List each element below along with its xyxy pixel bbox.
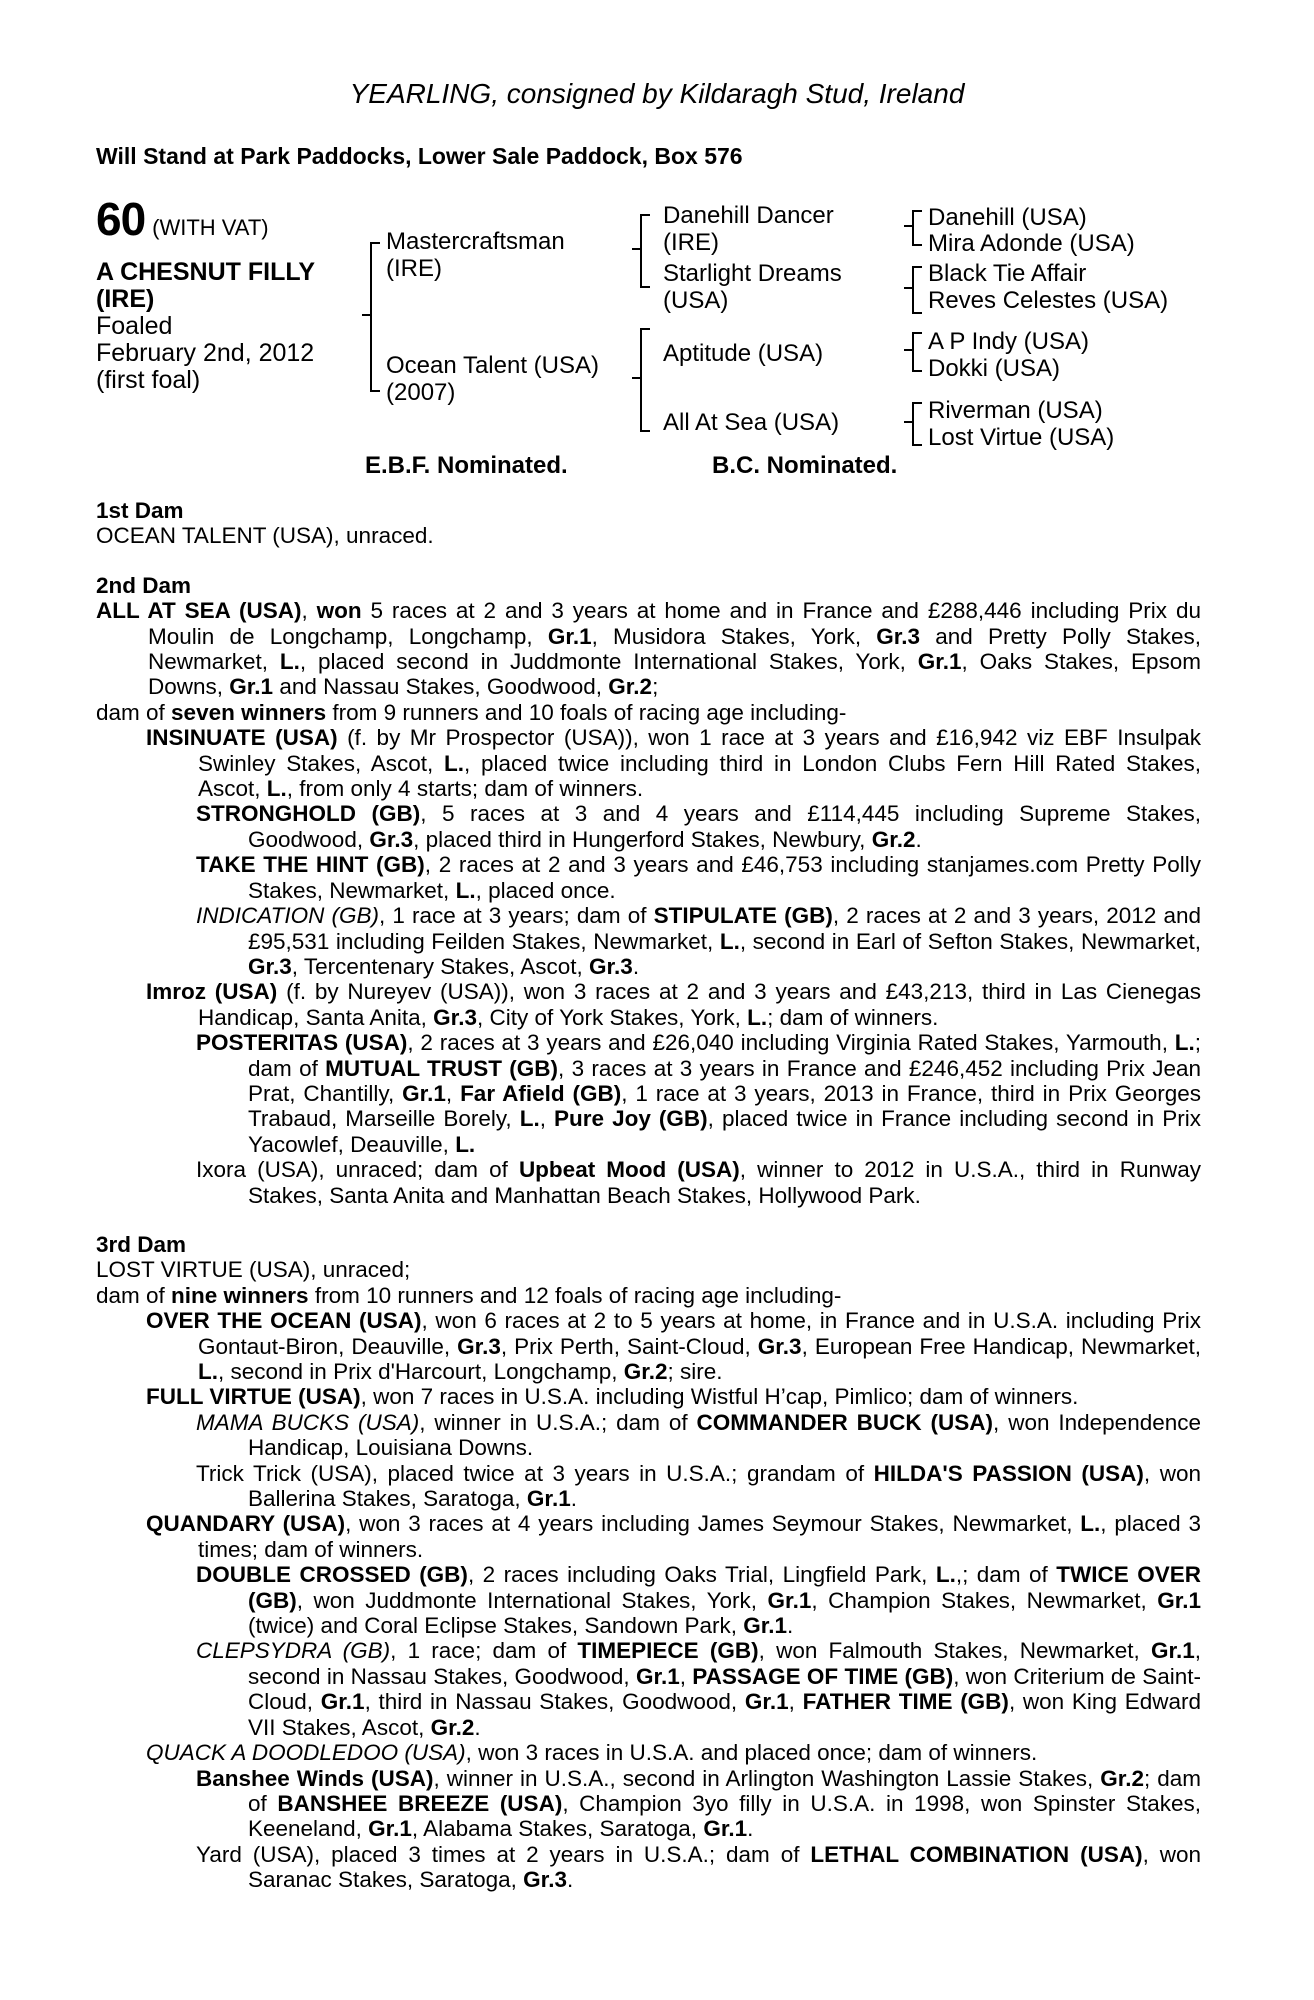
ss-dam: Mira Adonde (USA) [928,230,1135,257]
third-dam-entry: LOST VIRTUE (USA), unraced; [96,1257,411,1283]
first-dam-heading: 1st Dam [96,498,184,523]
second-dam-entry: ALL AT SEA (USA), won 5 races at 2 and 3 years at home and in France and £288,446 including Prix du Moulin de Longchamp, Longchamp, Gr.1, Musidora Stakes, York, Gr.3 and Pretty Polly Stakes, Newmarket, L., placed second in Juddmonte International Stakes, York, Gr.1, Oaks Stakes, Epsom Downs, Gr.1 and Nassau Stakes, Goodwood, Gr.2; [96,598,1201,700]
pedigree-brace-3d [912,402,922,446]
produce-double-crossed: DOUBLE CROSSED (GB), 2 races including Oaks Trial, Lingfield Park, L.,; dam of TWICE OVER (GB), won Juddmonte International Stakes, York, Gr.1, Champion Stakes, Newmarket, Gr.1 (twice) and Coral Eclipse Stakes, Sandown Park, Gr.1. [196,1562,1201,1639]
lot-number-line [96,193,269,245]
produce-take-the-hint: TAKE THE HINT (GB), 2 races at 2 and 3 years and £46,753 including stanjames.com Pretty Polly Stakes, Newmarket, L., placed once. [196,852,1201,903]
pedigree-brace-2a-point [632,248,640,250]
first-dam-text: OCEAN TALENT (USA), unraced. [96,523,434,549]
pedigree-brace-3c [912,332,922,372]
foal-note: (first foal) [96,366,201,394]
catalogue-body [96,498,1201,1893]
dd-dam: Lost Virtue (USA) [928,424,1115,451]
lot-name-line2: (IRE) [96,285,155,313]
page-header: YEARLING, consigned by Kildaragh Stud, Ireland [349,78,965,109]
pedigree-brace-2b [640,328,650,432]
dd-sire: Riverman (USA) [928,397,1103,424]
produce-insinuate: INSINUATE (USA) (f. by Mr Prospector (USA)), won 1 race at 3 years and £16,942 viz EBF Insulpak Swinley Stakes, Ascot, L., placed twice including third in London Clubs Fern Hill Rated Stakes, Ascot, L., from only 4 starts; dam of winners. [146,725,1202,802]
dam-dam: All At Sea (USA) [663,409,840,436]
pedigree-brace-2a [640,214,650,288]
ebf-nominated: E.B.F. Nominated. [365,452,568,479]
second-dam-produce-intro: dam of seven winners from 9 runners and 10 foals of racing age including- [96,699,847,725]
produce-full-virtue: FULL VIRTUE (USA), won 7 races in U.S.A. including Wistful H’cap, Pimlico; dam of winners. [146,1384,1079,1410]
pedigree-brace-1-point [362,314,370,316]
vat-note: (WITH VAT) [152,215,269,240]
dam-year: (2007) [386,379,456,406]
produce-posteritas: POSTERITAS (USA), 2 races at 3 years and £26,040 including Virginia Rated Stakes, Yarmouth, L.; dam of MUTUAL TRUST (GB), 3 races at 3 years in France and £246,452 including Prix Jean Prat, Chantilly, Gr.1, Far Afield (GB), 1 race at 3 years, 2013 in France, third in Prix Georges Trabaud, Marseille Borely, L., Pure Joy (GB), placed twice in France including second in Prix Yacowlef, Deauville, L. [196,1030,1201,1157]
pedigree-brace-3b-point [904,287,912,289]
lot-number: 60 [96,193,146,245]
produce-yard: Yard (USA), placed 3 times at 2 years in U.S.A.; dam of LETHAL COMBINATION (USA), won Saranac Stakes, Saratoga, Gr.3. [196,1841,1202,1893]
sire-dam-name: Starlight Dreams [663,260,842,287]
pedigree-brace-3c-point [904,349,912,351]
sd-sire: Black Tie Affair [928,260,1087,287]
lot-name-line1: A CHESNUT FILLY [96,258,315,286]
sire-country: (IRE) [386,255,442,282]
pedigree-brace-3a [912,210,922,246]
produce-mama-bucks: MAMA BUCKS (USA), winner in U.S.A.; dam of COMMANDER BUCK (USA), won Independence Handicap, Louisiana Downs. [196,1409,1202,1461]
pedigree-brace-1 [370,242,380,392]
produce-banshee-winds: Banshee Winds (USA), winner in U.S.A., second in Arlington Washington Lassie Stakes, Gr.2; dam of BANSHEE BREEZE (USA), Champion 3yo filly in U.S.A. in 1998, won Spinster Stakes, Keeneland, Gr.1, Alabama Stakes, Saratoga, Gr.1. [196,1765,1201,1842]
bc-nominated: B.C. Nominated. [712,452,898,479]
dam-name: Ocean Talent (USA) [386,352,599,379]
produce-ixora: Ixora (USA), unraced; dam of Upbeat Mood (USA), winner to 2012 in U.S.A., third in Runway Stakes, Santa Anita and Manhattan Beach Stakes, Hollywood Park. [196,1157,1201,1208]
produce-imroz: Imroz (USA) (f. by Nureyev (USA)), won 3 races at 2 and 3 years and £43,213, third in Las Cienegas Handicap, Santa Anita, Gr.3, City of York Stakes, York, L.; dam of winners. [146,979,1201,1030]
location-line: Will Stand at Park Paddocks, Lower Sale Paddock, Box 576 [96,143,743,169]
sd-dam: Reves Celestes (USA) [928,287,1169,314]
third-dam-heading: 3rd Dam [96,1231,187,1257]
ds-sire: A P Indy (USA) [928,328,1089,355]
sire-sire-country: (IRE) [663,229,719,256]
produce-quandary: QUANDARY (USA), won 3 races at 4 years including James Seymour Stakes, Newmarket, L., placed 3 times; dam of winners. [146,1511,1201,1562]
produce-clepsydra: CLEPSYDRA (GB), 1 race; dam of TIMEPIECE (GB), won Falmouth Stakes, Newmarket, Gr.1, second in Nassau Stakes, Goodwood, Gr.1, PASSAGE OF TIME (GB), won Criterium de Saint-Cloud, Gr.1, third in Nassau Stakes, Goodwood, Gr.1, FATHER TIME (GB), won King Edward VII Stakes, Ascot, Gr.2. [196,1638,1201,1740]
pedigree-brace-3d-point [904,421,912,423]
foal-date: February 2nd, 2012 [96,339,315,367]
pedigree-brace-2b-point [632,377,640,379]
dam-sire: Aptitude (USA) [663,340,824,367]
third-dam-produce-intro: dam of nine winners from 10 runners and 12 foals of racing age including- [96,1282,842,1308]
pedigree-brace-3a-point [904,225,912,227]
ds-dam: Dokki (USA) [928,355,1061,382]
produce-indication: INDICATION (GB), 1 race at 3 years; dam of STIPULATE (GB), 2 races at 2 and 3 years, 2012 and £95,531 including Feilden Stakes, Newmarket, L., second in Earl of Sefton Stakes, Newmarket, Gr.3, Tercentenary Stakes, Ascot, Gr.3. [196,903,1201,979]
produce-over-the-ocean: OVER THE OCEAN (USA), won 6 races at 2 to 5 years at home, in France and in U.S.A. including Prix Gontaut-Biron, Deauville, Gr.3, Prix Perth, Saint-Cloud, Gr.3, European Free Handicap, Newmarket, L., second in Prix d'Harcourt, Longchamp, Gr.2; sire. [146,1308,1201,1384]
produce-quack-a-doodledoo: QUACK A DOODLEDOO (USA), won 3 races in U.S.A. and placed once; dam of winners. [146,1740,1038,1766]
second-dam-heading: 2nd Dam [96,572,192,598]
produce-stronghold: STRONGHOLD (GB), 5 races at 3 and 4 years and £114,445 including Supreme Stakes, Goodwood, Gr.3, placed third in Hungerford Stakes, Newbury, Gr.2. [196,801,1202,852]
pedigree-brace-3b [912,266,922,314]
produce-trick-trick: Trick Trick (USA), placed twice at 3 years in U.S.A.; grandam of HILDA'S PASSION (USA), won Ballerina Stakes, Saratoga, Gr.1. [196,1460,1201,1512]
foaled-label: Foaled [96,312,173,340]
ss-sire: Danehill (USA) [928,204,1087,231]
sire-name: Mastercraftsman [386,228,565,255]
sire-sire-name: Danehill Dancer [663,202,834,229]
sire-dam-country: (USA) [663,287,729,314]
